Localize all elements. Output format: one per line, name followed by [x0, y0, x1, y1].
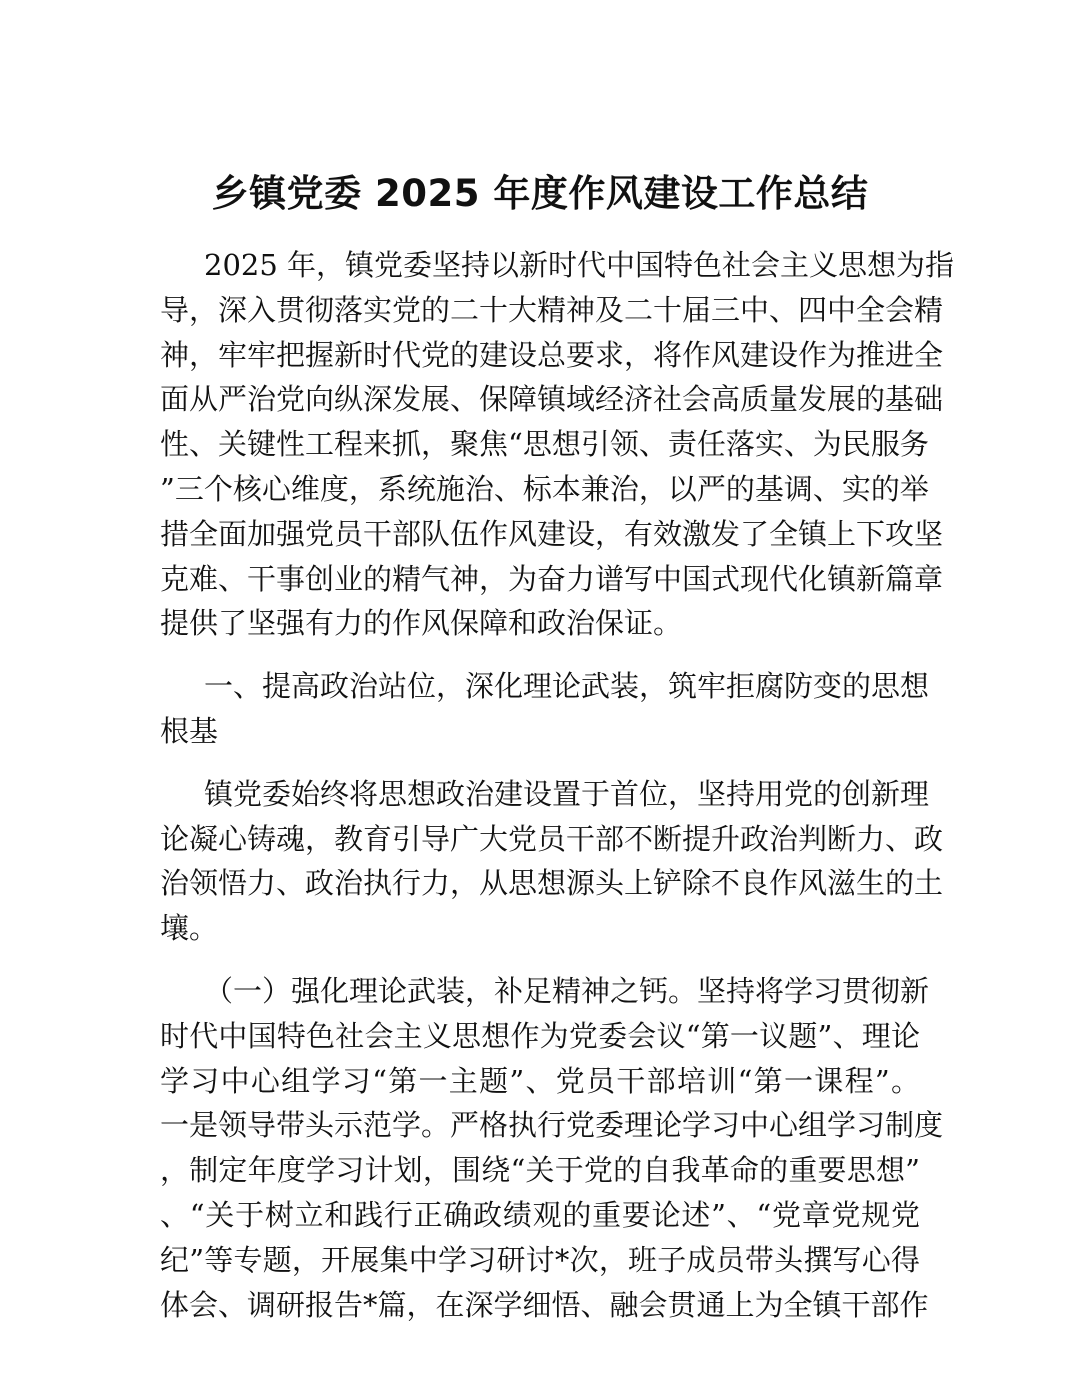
- paragraph-3-line-4: 壤。: [160, 911, 219, 946]
- section-heading-line-2: 根基: [160, 713, 219, 748]
- paragraph-1-line-7: 措全面加强党员干部队伍作风建设，有效激发了全镇上下攻坚: [160, 516, 944, 551]
- paragraph-4-line-7: 纪”等专题，开展集中学习研讨*次，班子成员带头撰写心得: [160, 1242, 920, 1277]
- paragraph-gap: [160, 951, 920, 969]
- paragraph-4-line-4: 一是领导带头示范学。严格执行党委理论学习中心组学习制度: [160, 1108, 944, 1143]
- paragraph-4-line-3: 学习中心组学习“第一主题”、党员干部培训“第一课程”。: [160, 1063, 920, 1098]
- paragraph-3-line-1: 镇党委始终将思想政治建设置于首位，坚持用党的创新理: [204, 776, 930, 811]
- paragraph-1-line-8: 克难、干事创业的精气神，为奋力谱写中国式现代化镇新篇章: [160, 561, 944, 596]
- paragraph-4-line-8: 体会、调研报告*篇，在深学细悟、融会贯通上为全镇干部作: [160, 1287, 929, 1322]
- paragraph-1-line-6: ”三个核心维度，系统施治、标本兼治，以严的基调、实的举: [160, 471, 929, 506]
- paragraph-1-line-9: 提供了坚强有力的作风保障和政治保证。: [160, 606, 683, 641]
- section-heading-line-1: 一、提高政治站位，深化理论武装，筑牢拒腐防变的思想: [204, 669, 930, 704]
- paragraph-4-line-2: 时代中国特色社会主义思想作为党委会议“第一议题”、理论: [160, 1018, 920, 1053]
- paragraph-1-line-4: 面从严治党向纵深发展、保障镇域经济社会高质量发展的基础: [160, 382, 944, 417]
- paragraph-4-line-6: 、“关于树立和践行正确政绩观的重要论述”、“党章党规党: [160, 1197, 920, 1232]
- document-body: [160, 243, 955, 1327]
- paragraph-1-line-2: 导，深入贯彻落实党的二十大精神及二十届三中、四中全会精: [160, 292, 944, 327]
- paragraph-4-line-1: （一）强化理论武装，补足精神之钙。坚持将学习贯彻新: [204, 973, 930, 1008]
- paragraph-gap: [160, 754, 920, 772]
- paragraph-gap: [160, 646, 920, 664]
- paragraph-4-line-5: ，制定年度学习计划，围绕“关于党的自我革命的重要思想”: [160, 1153, 920, 1188]
- paragraph-1-line-3: 神，牢牢把握新时代党的建设总要求，将作风建设作为推进全: [160, 337, 944, 372]
- document-title: 乡镇党委 2025 年度作风建设工作总结: [211, 172, 869, 215]
- paragraph-3-line-2: 论凝心铸魂，教育引导广大党员干部不断提升政治判断力、政: [160, 821, 944, 856]
- paragraph-3-line-3: 治领悟力、政治执行力，从思想源头上铲除不良作风滋生的土: [160, 866, 944, 901]
- paragraph-1-line-1: 2025 年，镇党委坚持以新时代中国特色社会主义思想为指: [204, 248, 955, 282]
- paragraph-1-line-5: 性、关键性工程来抓，聚焦“思想引领、责任落实、为民服务: [160, 427, 929, 462]
